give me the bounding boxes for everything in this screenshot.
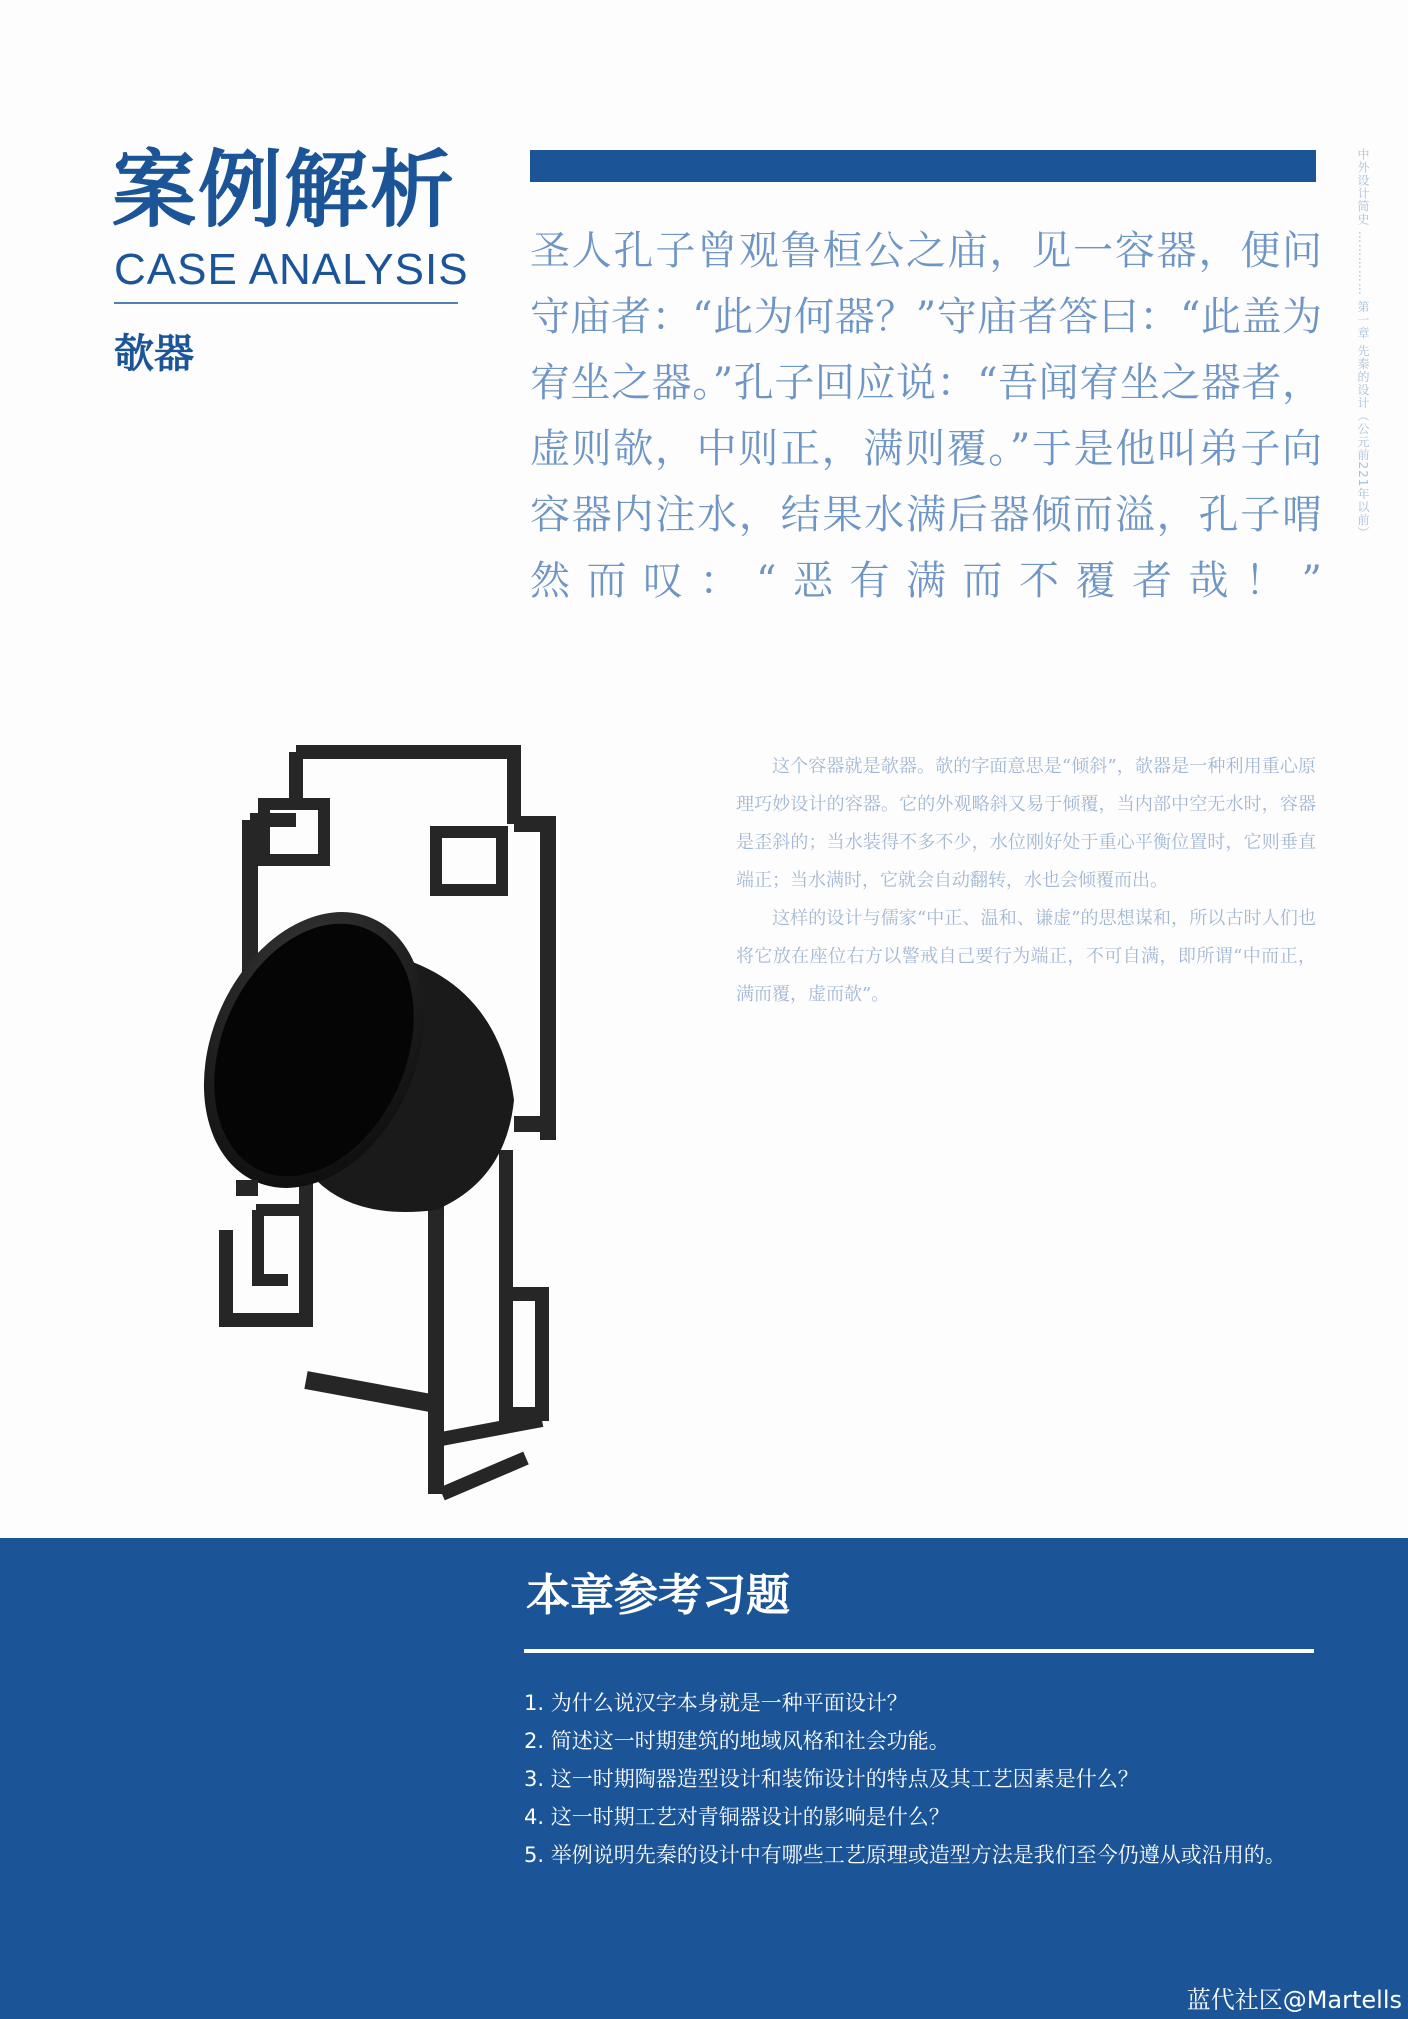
description-paragraph: 这个容器就是欹器。欹的字面意思是“倾斜”，欹器是一种利用重心原理巧妙设计的容器。它的外观略斜又易于倾覆，当内部中空无水时，容器是歪斜的；当水装得不多不少，水位刚好处于重心平衡位置时，它则垂直端正；当水满时，它就会自动翻转，水也会倾覆而出。	[736, 756, 1316, 891]
exercises-title: 本章参考习题	[526, 1570, 790, 1621]
exercise-item: 5. 举例说明先秦的设计中有哪些工艺原理或造型方法是我们至今仍遵从或沿用的。	[524, 1843, 1286, 1867]
case-subtitle: 欹器	[114, 331, 194, 377]
exercise-item: 2. 简述这一时期建筑的地域风格和社会功能。	[524, 1729, 950, 1753]
story-paragraph: 圣人孔子曾观鲁桓公之庙，见一容器，便问守庙者：“此为何器？”守庙者答曰：“此盖为宥坐之器。”孔子回应说：“吾闻宥坐之器者，虚则欹，中则正，满则覆。”于是他叫弟子向容器内注水，结果水满后器倾而溢，孔子喟然而叹：“恶有满而不覆者哉！”	[530, 228, 1322, 604]
header-accent-bar	[530, 150, 1316, 182]
description-paragraph: 这样的设计与儒家“中正、温和、谦虚”的思想谋和，所以古时人们也将它放在座位右方以警戒自己要行为端正，不可自满，即所谓“中而正，满而覆，虚而欹”。	[736, 908, 1316, 1005]
section-title: 案例解析	[112, 141, 457, 239]
watermark: 蓝代社区@Martells	[1186, 1986, 1402, 2014]
artifact-description	[736, 748, 1316, 1014]
section-title-english: CASE ANALYSIS	[114, 245, 469, 294]
running-header: 中外设计简史 …………… 第一章 先秦的设计（公元前221年以前）	[1356, 148, 1370, 540]
title-divider	[114, 302, 458, 304]
exercise-item: 1. 为什么说汉字本身就是一种平面设计？	[524, 1691, 908, 1715]
exercise-item: 4. 这一时期工艺对青铜器设计的影响是什么？	[524, 1805, 950, 1829]
qiqi-vessel-illustration	[196, 740, 616, 1510]
exercises-list	[524, 1684, 1314, 1874]
exercise-item: 3. 这一时期陶器造型设计和装饰设计的特点及其工艺因素是什么？	[524, 1767, 1139, 1791]
exercises-divider	[524, 1649, 1314, 1653]
